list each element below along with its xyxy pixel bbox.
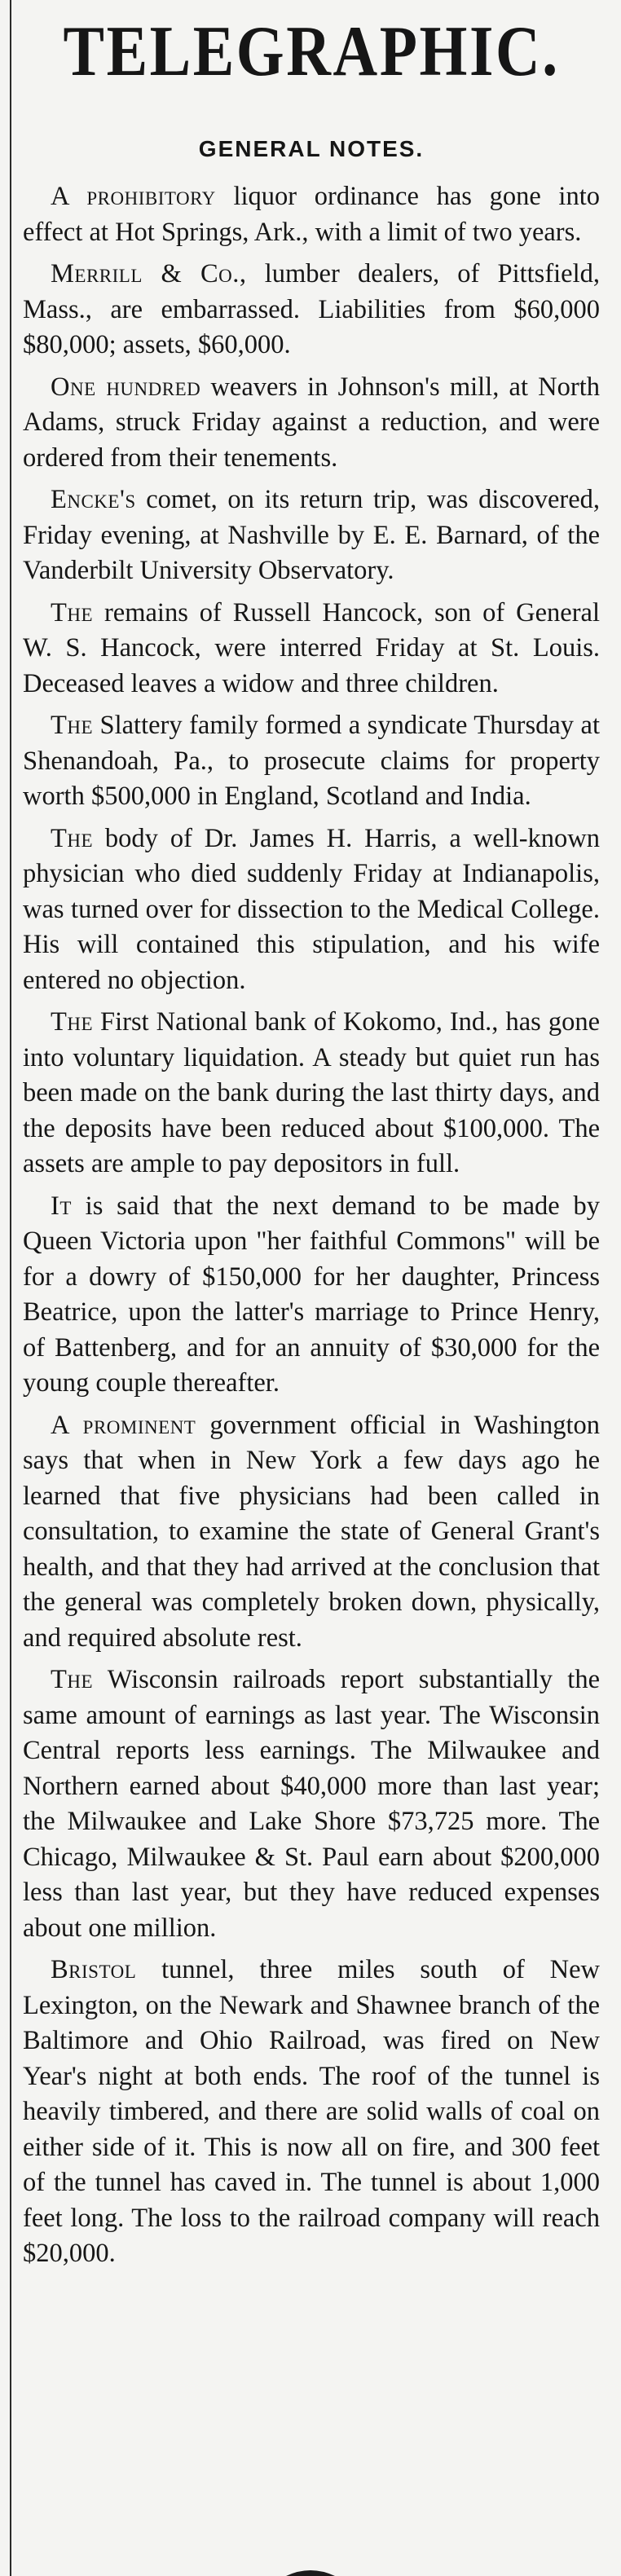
item-text: government official in Washington says that when in New York a few days ago he learned that five physicians had been called in consultation, to examine the state of General Grant's health, and that they had arrived at the conclusion that the general was completely broken down, physically, and required absolute rest. xyxy=(23,1410,600,1653)
item-text: body of Dr. James H. Harris, a well-known physician who died suddenly Friday at Indianapolis, was turned over for dissection to the Medical College. His will contained this stipulation, and his wife entered no objection. xyxy=(23,823,600,995)
news-item xyxy=(23,482,600,589)
item-lead: One hundred xyxy=(51,372,201,402)
end-ornament-icon xyxy=(286,2568,335,2576)
item-lead: The xyxy=(51,1007,94,1037)
item-text: tunnel, three miles south of New Lexington, on the Newark and Shawnee branch of the Baltimore and Ohio Railroad, was fired on New Year's night at both ends. The roof of the tunnel is heavily timbered, and there are solid walls of coal on either side of it. This is now all on fire, and 300 feet of the tunnel has caved in. The tunnel is about 1,000 feet long. The loss to the railroad company will reach $20,000. xyxy=(23,1955,600,2268)
item-lead: The xyxy=(51,597,94,627)
item-text: remains of Russell Hancock, son of General W. S. Hancock, were interred Friday at St. Louis. Deceased leaves a widow and three children. xyxy=(23,597,600,698)
headline: TELEGRAPHIC. xyxy=(63,12,560,91)
item-text: Wisconsin railroads report substantially the same amount of earnings as last year. The Wisconsin Central reports less earnings. The Milwaukee and Northern earned about $40,000 more than last year; the Milwaukee and Lake Shore $73,725 more. The Chicago, Milwaukee & St. Paul earn about $200,000 less than last year, but they have reduced expenses about one million. xyxy=(23,1665,600,1943)
item-text: comet, on its return trip, was discovered, Friday evening, at Nashville by E. E. Barnard, of the Vanderbilt University Observatory. xyxy=(23,485,600,585)
column-rule xyxy=(10,0,11,2576)
item-lead: Encke's xyxy=(51,485,136,514)
news-item xyxy=(23,257,600,363)
news-item xyxy=(23,1005,600,1182)
item-lead: The xyxy=(51,1665,94,1694)
item-lead: A prominent xyxy=(51,1410,196,1440)
news-item xyxy=(23,370,600,477)
item-lead: The xyxy=(51,711,94,740)
item-lead: Bristol xyxy=(51,1955,137,1984)
news-item xyxy=(23,1662,600,1946)
item-lead: It xyxy=(51,1191,72,1221)
news-item xyxy=(23,1408,600,1657)
item-text: Slattery family formed a syndicate Thursday at Shenandoah, Pa., to prosecute claims for property worth $500,000 in England, Scotland and India. xyxy=(23,711,600,811)
item-text: weavers in Johnson's mill, at North Adams, struck Friday against a reduction, and were ordered from their tenements. xyxy=(23,372,600,473)
news-item xyxy=(23,708,600,815)
item-text: lumber dealers, of Pittsfield, Mass., are embarrassed. Liabilities from $60,000 $80,000; assets, $60,000. xyxy=(23,259,600,359)
news-item xyxy=(23,596,600,702)
item-lead: A prohibitory xyxy=(51,182,216,211)
section-title: GENERAL NOTES. xyxy=(198,136,425,161)
item-text: liquor ordinance has gone into effect at Hot Springs, Ark., with a limit of two years. xyxy=(23,182,600,247)
item-lead: Merrill & Co., xyxy=(51,259,247,288)
news-item xyxy=(23,821,600,999)
news-item xyxy=(23,1189,600,1402)
news-items xyxy=(23,179,600,2272)
news-item xyxy=(23,179,600,250)
item-lead: The xyxy=(51,823,94,853)
item-text: First National bank of Kokomo, Ind., has gone into voluntary liquidation. A steady but quiet run has been made on the bank during the last thirty days, and the deposits have been reduced about $100,000. The assets are ample to pay depositors in full. xyxy=(23,1007,600,1178)
news-item xyxy=(23,1953,600,2272)
item-text: is said that the next demand to be made by Queen Victoria upon "her faithful Commons" will be for a dowry of $150,000 for her daughter, Princess Beatrice, upon the latter's marriage to Prince Henry, of Battenberg, and for an annuity of $30,000 for the young couple thereafter. xyxy=(23,1191,600,1398)
